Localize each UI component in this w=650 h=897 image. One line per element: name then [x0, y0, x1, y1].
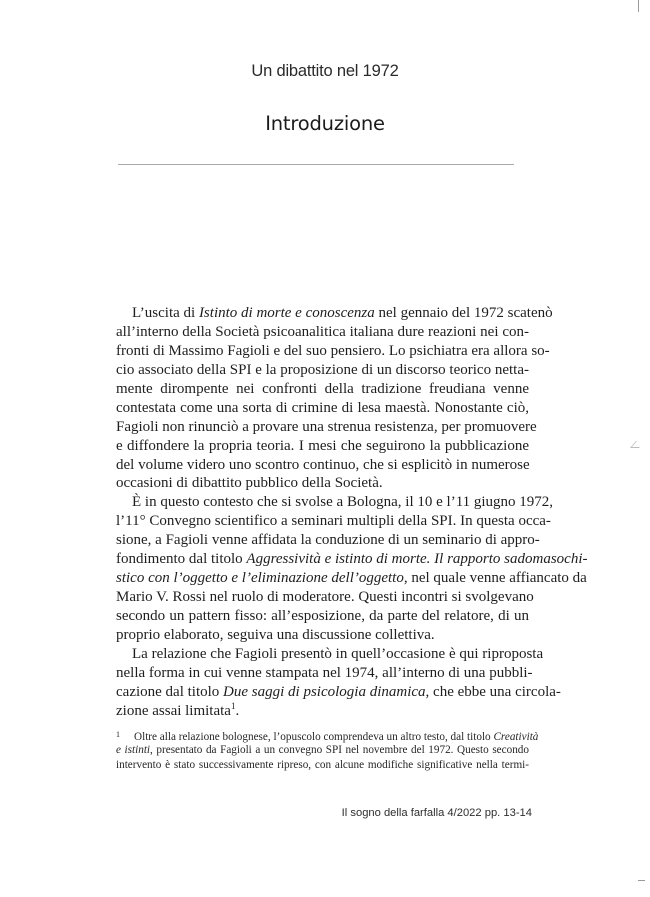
- text-segment: nella forma in cui venne stampata nel 1974, all’interno di una pubbli-: [116, 664, 533, 681]
- text-line: [116, 437, 529, 456]
- text-segment: L’uscita di: [132, 305, 199, 321]
- running-footer: Il sogno della farfalla 4/2022 pp. 13-14: [341, 807, 532, 819]
- text-line: [116, 361, 529, 380]
- body-text: [116, 304, 588, 721]
- text-line: [116, 607, 529, 626]
- text-line: [116, 474, 529, 493]
- text-segment: fondimento dal titolo: [116, 551, 247, 568]
- text-line: [116, 456, 529, 475]
- text-segment: fronti di Massimo Fagioli e del suo pensiero. Lo psichiatra era allora so-: [116, 342, 550, 359]
- text-line: [116, 380, 529, 399]
- section-kicker: Un dibattito nel 1972: [251, 62, 399, 80]
- text-segment: intervento è stato successivamente ripreso, con alcune modifiche significative nella termi-: [116, 759, 529, 772]
- text-segment: .: [235, 702, 240, 719]
- text-segment: e diffondere la propria teoria. I mesi che seguirono la pubblicazione: [116, 437, 529, 454]
- text-segment: e istinti: [116, 743, 151, 756]
- text-segment: proprio elaborato, seguiva una discussione collettiva.: [116, 626, 435, 643]
- text-segment: l’11° Convegno scientifico a seminari multipli della SPI. In questa occa-: [116, 513, 551, 530]
- text-segment: del volume videro uno scontro continuo, che si esplicitò in numerose: [116, 456, 530, 473]
- text-segment: Due saggi di psicologia dinamica: [223, 683, 426, 700]
- text-line: [116, 569, 587, 588]
- text-segment: contestata come una sorta di crimine di lesa maestà. Nonostante ciò,: [116, 399, 529, 416]
- footnote: [116, 727, 539, 774]
- text-segment: Creatività: [493, 731, 539, 743]
- text-line: [116, 702, 529, 721]
- text-line: [116, 304, 553, 323]
- text-segment: Istinto di morte e conoscenza: [198, 305, 375, 321]
- text-segment: sione, a Fagioli venne affidata la conduzione di un seminario di appro-: [116, 532, 540, 549]
- text-segment: secondo un pattern fisso: all’esposizione, da parte del relatore, di un: [116, 608, 529, 624]
- text-line: [116, 493, 554, 512]
- crop-mark-middle: [633, 441, 640, 452]
- text-line: [116, 626, 529, 645]
- footnote-ref: 1: [230, 700, 236, 711]
- text-line: [116, 342, 550, 361]
- text-line: [116, 588, 534, 607]
- text-segment: Fagioli non rinunciò a provare una strenua resistenza, per promuovere: [116, 418, 537, 435]
- text-line: [116, 418, 537, 437]
- text-segment: stico con l’oggetto e l’eliminazione dell’oggetto: [116, 570, 404, 587]
- text-segment: mente dirompente nei confronti della tradizione freudiana venne: [116, 380, 529, 397]
- text-line: [116, 531, 540, 550]
- text-line: [116, 683, 561, 702]
- text-segment: La relazione che Fagioli presentò in quell’occasione è qui riproposta: [132, 645, 544, 662]
- text-segment: Aggressività e istinto di morte. Il rapporto sadomasochi-: [246, 551, 588, 568]
- text-segment: Mario V. Rossi nel ruolo di moderatore. Questi incontri si svolgevano: [116, 589, 534, 606]
- page-title: Introduzione: [265, 112, 385, 135]
- text-line: [116, 645, 544, 664]
- text-segment: zione assai limitata: [116, 702, 231, 719]
- text-line: [116, 664, 533, 683]
- text-segment: cio associato della SPI e la proposizione di un discorso teorico netta-: [116, 361, 529, 378]
- footnote-line: [116, 727, 539, 743]
- title-divider: [118, 164, 514, 165]
- crop-mark-bottom: [638, 880, 645, 881]
- text-segment: , nel quale venne affiancato da: [403, 570, 587, 587]
- text-segment: cazione dal titolo: [116, 683, 224, 700]
- text-segment: all’interno della Società psicoanalitica italiana dure reazioni nei con-: [116, 323, 529, 340]
- crop-mark-top: [638, 0, 639, 12]
- text-segment: È in questo contesto che si svolse a Bologna, il 10 e l’11 giugno 1972,: [132, 494, 554, 511]
- text-line: [116, 512, 551, 531]
- text-line: [116, 399, 529, 418]
- footnote-number: 1: [116, 730, 120, 739]
- text-segment: occasioni di dibattito pubblico della Società.: [116, 475, 383, 492]
- text-segment: Oltre alla relazione bolognese, l’opuscolo comprendeva un altro testo, dal titolo: [134, 731, 494, 743]
- text-segment: , che ebbe una circola-: [425, 683, 561, 700]
- footnote-line: [116, 743, 529, 759]
- text-segment: nel gennaio del 1972 scatenò: [374, 305, 553, 321]
- text-segment: , presentato da Fagioli a un convegno SPI nel novembre del 1972. Questo secondo: [150, 743, 529, 756]
- footnote-line: [116, 758, 529, 774]
- text-line: [116, 550, 588, 569]
- text-line: [116, 323, 529, 342]
